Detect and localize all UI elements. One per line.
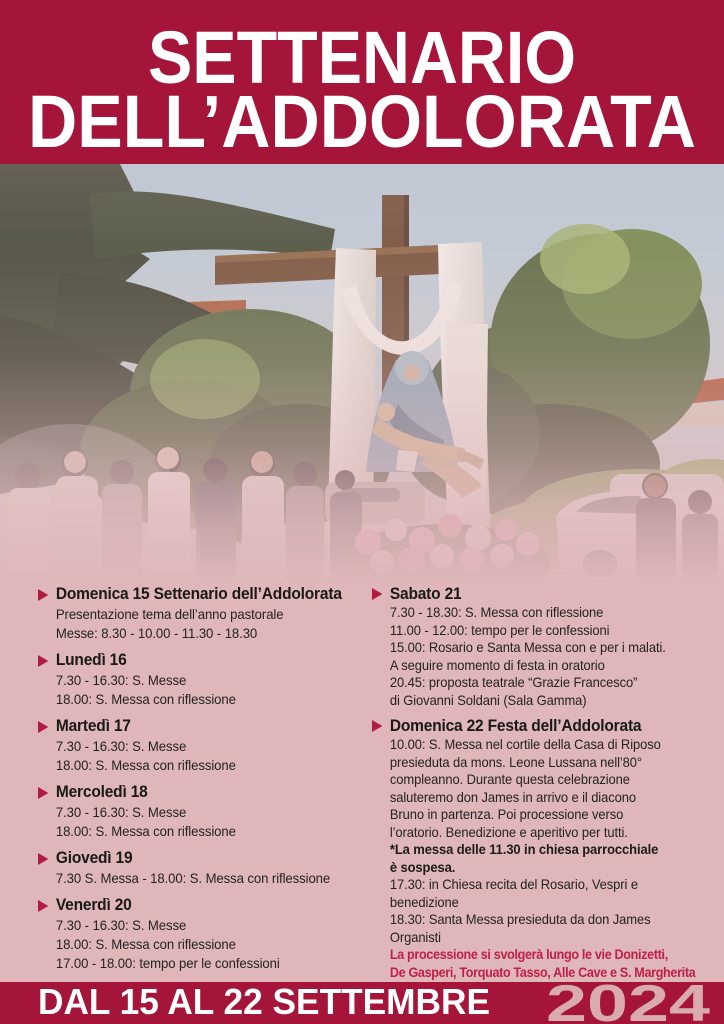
schedule-entry-lunedi-16 bbox=[38, 650, 358, 709]
schedule-line: compleanno. Durante questa celebrazione bbox=[389, 772, 630, 787]
schedule-entry-giovedi-19 bbox=[38, 848, 358, 888]
schedule-entry-domenica-22 bbox=[372, 716, 703, 981]
schedule-line: Bruno in partenza. Poi processione verso bbox=[389, 807, 624, 822]
schedule-right-column bbox=[372, 584, 703, 988]
schedule-line: saluteremo don James in arrivo e il diacono bbox=[389, 789, 636, 805]
footer-date-range: DAL 15 AL 22 SETTEMBRE bbox=[38, 982, 490, 1022]
poster-title-line2: DELL’ADDOLORATA bbox=[28, 80, 696, 163]
schedule-line: 18.30: Santa Messa presieduta da don James bbox=[389, 912, 651, 927]
schedule-line: 18.00: S. Messa con riflessione bbox=[55, 936, 236, 952]
day-heading: Domenica 15 Settenario dell’Addolorata bbox=[55, 585, 342, 603]
schedule-line: 18.00: S. Messa con riflessione bbox=[55, 691, 236, 707]
schedule-left-column bbox=[38, 584, 358, 980]
bullet-arrow-icon bbox=[372, 588, 382, 600]
schedule-entry-sabato-21 bbox=[372, 584, 703, 709]
schedule-line: 7.30 - 16.30: S. Messe bbox=[55, 917, 187, 933]
header-banner bbox=[0, 0, 724, 164]
procession-note: De Gasperi, Torquato Tasso, Alle Cave e S. Margherita bbox=[389, 964, 696, 980]
day-heading: Venerdì 20 bbox=[55, 896, 132, 914]
schedule-note-bold: è sospesa. bbox=[389, 859, 456, 875]
schedule-entry-domenica-15 bbox=[38, 584, 358, 643]
schedule-entry-venerdi-20 bbox=[38, 895, 358, 973]
schedule-line: 18.00: S. Messa con riflessione bbox=[55, 823, 236, 839]
schedule-line: Presentazione tema dell’anno pastorale bbox=[55, 606, 284, 622]
day-heading: Sabato 21 bbox=[389, 585, 462, 603]
bullet-arrow-icon bbox=[38, 787, 48, 799]
day-heading: Mercoledì 18 bbox=[55, 783, 148, 801]
schedule-line: 17.00 - 18.00: tempo per le confessioni bbox=[55, 955, 280, 971]
schedule-line: 7.30 S. Messa - 18.00: S. Messa con riflessione bbox=[55, 870, 331, 886]
schedule-line: 20.45: proposta teatrale “Grazie Francesco” bbox=[389, 675, 638, 690]
schedule-line: 18.00: S. Messa con riflessione bbox=[55, 757, 236, 773]
bullet-arrow-icon bbox=[372, 720, 382, 732]
schedule-entry-mercoledi-18 bbox=[38, 782, 358, 841]
schedule-line: 7.30 - 16.30: S. Messe bbox=[55, 672, 187, 688]
bullet-arrow-icon bbox=[38, 721, 48, 733]
schedule-entry-martedi-17 bbox=[38, 716, 358, 775]
schedule-line: l’oratorio. Benedizione e aperitivo per tutti. bbox=[389, 824, 628, 840]
footer-banner bbox=[0, 982, 724, 1024]
schedule-note-bold: *La messa delle 11.30 in chiesa parrocchiale bbox=[389, 842, 659, 857]
schedule-line: di Giovanni Soldani (Sala Gamma) bbox=[389, 692, 587, 708]
day-heading: Martedì 17 bbox=[55, 717, 131, 735]
poster-title bbox=[0, 0, 724, 164]
schedule-line: 7.30 - 16.30: S. Messe bbox=[55, 738, 187, 754]
bullet-arrow-icon bbox=[38, 853, 48, 865]
schedule-line: 10.00: S. Messa nel cortile della Casa di Riposo bbox=[389, 737, 661, 752]
bullet-arrow-icon bbox=[38, 655, 48, 667]
schedule-line: A seguire momento di festa in oratorio bbox=[389, 657, 605, 673]
bullet-arrow-icon bbox=[38, 589, 48, 601]
pink-gradient-overlay bbox=[0, 164, 724, 584]
day-heading: Domenica 22 Festa dell’Addolorata bbox=[389, 717, 642, 735]
hero-photo bbox=[0, 164, 724, 584]
schedule-line: Messe: 8.30 - 10.00 - 11.30 - 18.30 bbox=[55, 625, 258, 641]
day-heading: Lunedì 16 bbox=[55, 651, 127, 669]
procession-note: La processione si svolgerà lungo le vie Donizetti, bbox=[389, 947, 668, 962]
schedule-line: 7.30 - 16.30: S. Messe bbox=[55, 804, 187, 820]
footer-year: 2024 bbox=[546, 982, 711, 1024]
schedule-line: presieduta da mons. Leone Lussana nell’80° bbox=[389, 754, 643, 770]
schedule-line: 17.30: in Chiesa recita del Rosario, Vespri e bbox=[389, 877, 638, 892]
schedule-line: 7.30 - 18.30: S. Messa con riflessione bbox=[389, 605, 604, 620]
schedule-line: benedizione bbox=[389, 894, 459, 910]
schedule-line: Organisti bbox=[389, 929, 441, 945]
day-heading: Giovedì 19 bbox=[55, 849, 133, 867]
schedule-line: 11.00 - 12.00: tempo per le confessioni bbox=[389, 622, 610, 638]
bullet-arrow-icon bbox=[38, 900, 48, 912]
poster-title-line1: SETTENARIO bbox=[148, 16, 576, 99]
schedule-line: 15.00: Rosario e Santa Messa con e per i malati. bbox=[389, 640, 666, 655]
